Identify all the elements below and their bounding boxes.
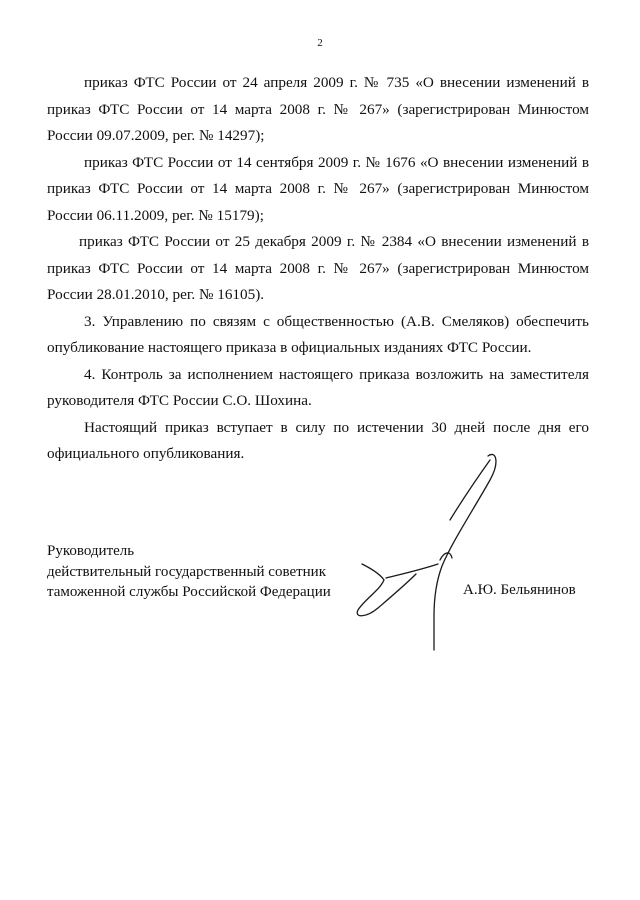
paragraph-item-4: 4. Контроль за исполнением настоящего приказа возложить на заместителя руководителя ФТС России С.О. Шохина. [47,365,589,409]
signatory-title-line: Руководитель [47,543,135,559]
signatory-name: А.Ю. Бельянинов [463,582,576,598]
paragraph-order-1676: приказ ФТС России от 14 сентября 2009 г. № 1676 «О внесении изменений в приказ ФТС России от 14 марта 2008 г. № 267» (зарегистрирован Минюстом России 06.11.2009, рег. № 15179); [47,153,589,224]
paragraph-effective-date: Настоящий приказ вступает в силу по истечении 30 дней после дня его официального опубликования. [47,418,589,462]
signatory-title-line: таможенной службы Российской Федерации [47,584,331,600]
signatory-title-line: действительный государственный советник [47,563,327,580]
paragraph-order-2384: приказ ФТС России от 25 декабря 2009 г. № 2384 «О внесении изменений в приказ ФТС России от 14 марта 2008 г. № 267» (зарегистрирован Минюстом России 28.01.2010, рег. № 16105). [47,233,589,303]
signatory-title [47,541,347,603]
handwritten-signature [340,440,520,660]
paragraph-order-735: приказ ФТС России от 24 апреля 2009 г. № 735 «О внесении изменений в приказ ФТС России от 14 марта 2008 г. № 267» (зарегистрирован Минюстом России 09.07.2009, рег. № 14297); [47,74,589,144]
page-number: 2 [317,37,323,49]
document-body [47,70,589,468]
paragraph-item-3: 3. Управлению по связям с общественностью (А.В. Смеляков) обеспечить опубликование настоящего приказа в официальных изданиях ФТС России. [47,312,589,356]
